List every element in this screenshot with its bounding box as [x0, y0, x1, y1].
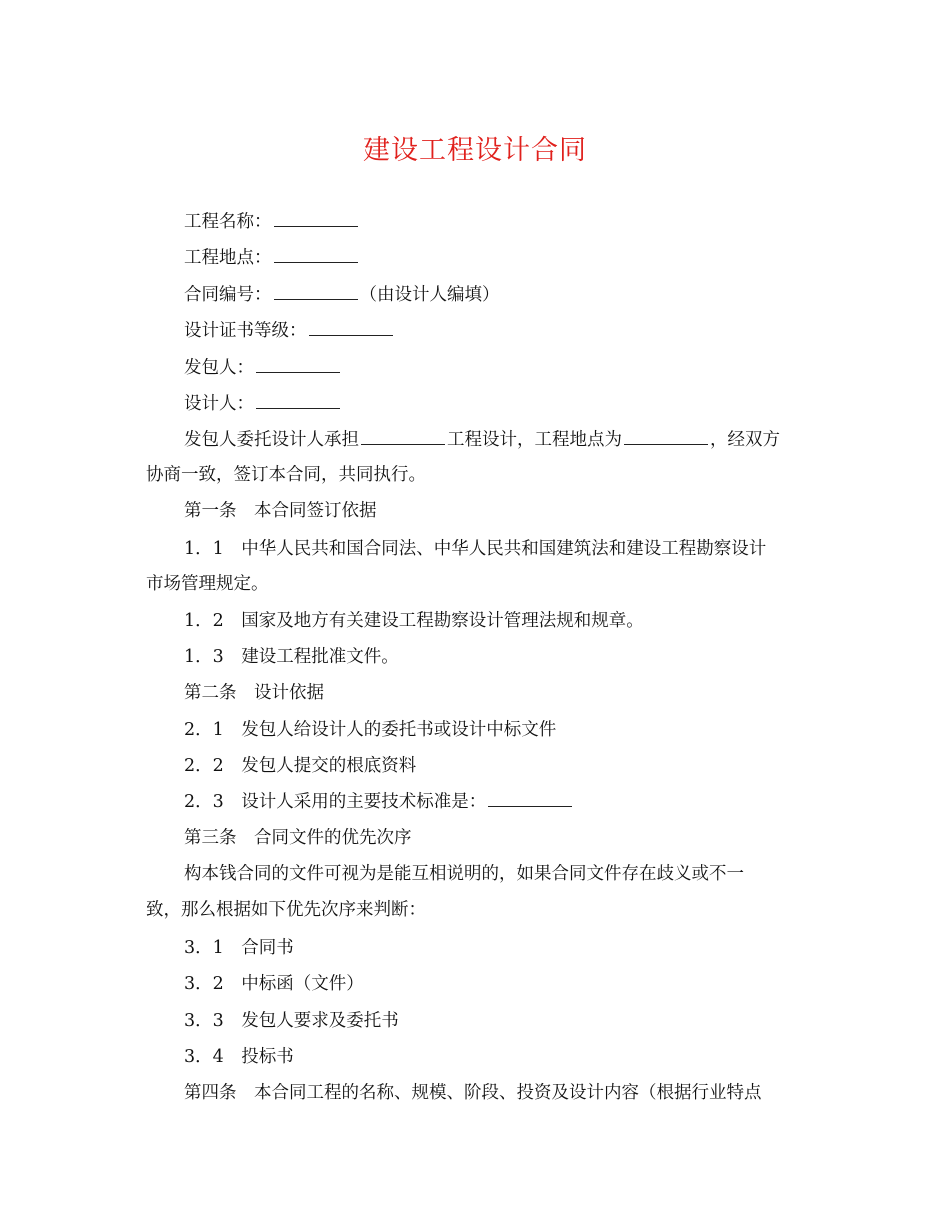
- blank-line: [488, 790, 572, 807]
- blank-line: [624, 428, 708, 445]
- article1-heading: 第一条 本合同签订依据: [184, 501, 377, 521]
- field-contract-no: 合同编号： （由设计人编填）: [184, 285, 500, 305]
- blank-line: [274, 210, 358, 227]
- intro-paragraph-line2: 协商一致，签订本合同，共同执行。: [146, 465, 426, 485]
- blank-line: [256, 392, 340, 409]
- article3-item4: 3．4 投标书: [184, 1047, 294, 1067]
- article4-heading: 第四条 本合同工程的名称、规模、阶段、投资及设计内容（根据行业特点: [184, 1083, 762, 1103]
- field-cert-level: 设计证书等级：: [184, 319, 395, 343]
- intro-paragraph-line1: 发包人委托设计人承担 工程设计，工程地点为 ，经双方: [184, 430, 780, 450]
- article2-item2: 2．2 发包人提交的根底资料: [184, 756, 417, 776]
- article2-item1: 2．1 发包人给设计人的委托书或设计中标文件: [184, 720, 557, 740]
- field-designer: 设计人：: [184, 392, 342, 416]
- article3-item2: 3．2 中标函（文件）: [184, 974, 364, 994]
- article1-item3: 1．3 建设工程批准文件。: [184, 647, 399, 667]
- article1-item2: 1．2 国家及地方有关建设工程勘察设计管理法规和规章。: [184, 611, 644, 631]
- article3-heading: 第三条 合同文件的优先次序: [184, 828, 412, 848]
- article2-heading: 第二条 设计依据: [184, 683, 324, 703]
- blank-line: [309, 319, 393, 336]
- field-project-name: 工程名称：: [184, 210, 360, 234]
- field-employer: 发包人：: [184, 356, 342, 380]
- blank-line: [274, 283, 358, 300]
- article3-para-line1: 构本钱合同的文件可视为是能互相说明的，如果合同文件存在歧义或不一: [184, 864, 744, 884]
- article1-item1-line2: 市场管理规定。: [146, 574, 269, 594]
- article1-item1-line1: 1．1 中华人民共和国合同法、中华人民共和国建筑法和建设工程勘察设计: [184, 539, 767, 559]
- blank-line: [256, 356, 340, 373]
- article3-item3: 3．3 发包人要求及委托书: [184, 1011, 399, 1031]
- article3-item1: 3．1 合同书: [184, 938, 294, 958]
- blank-line: [361, 428, 445, 445]
- document-title: 建设工程设计合同: [363, 135, 587, 166]
- article3-para-line2: 致，那么根据如下优先次序来判断：: [146, 900, 426, 920]
- article2-item3: 2．3 设计人采用的主要技术标准是：: [184, 790, 574, 814]
- field-project-location: 工程地点：: [184, 246, 360, 270]
- blank-line: [274, 246, 358, 263]
